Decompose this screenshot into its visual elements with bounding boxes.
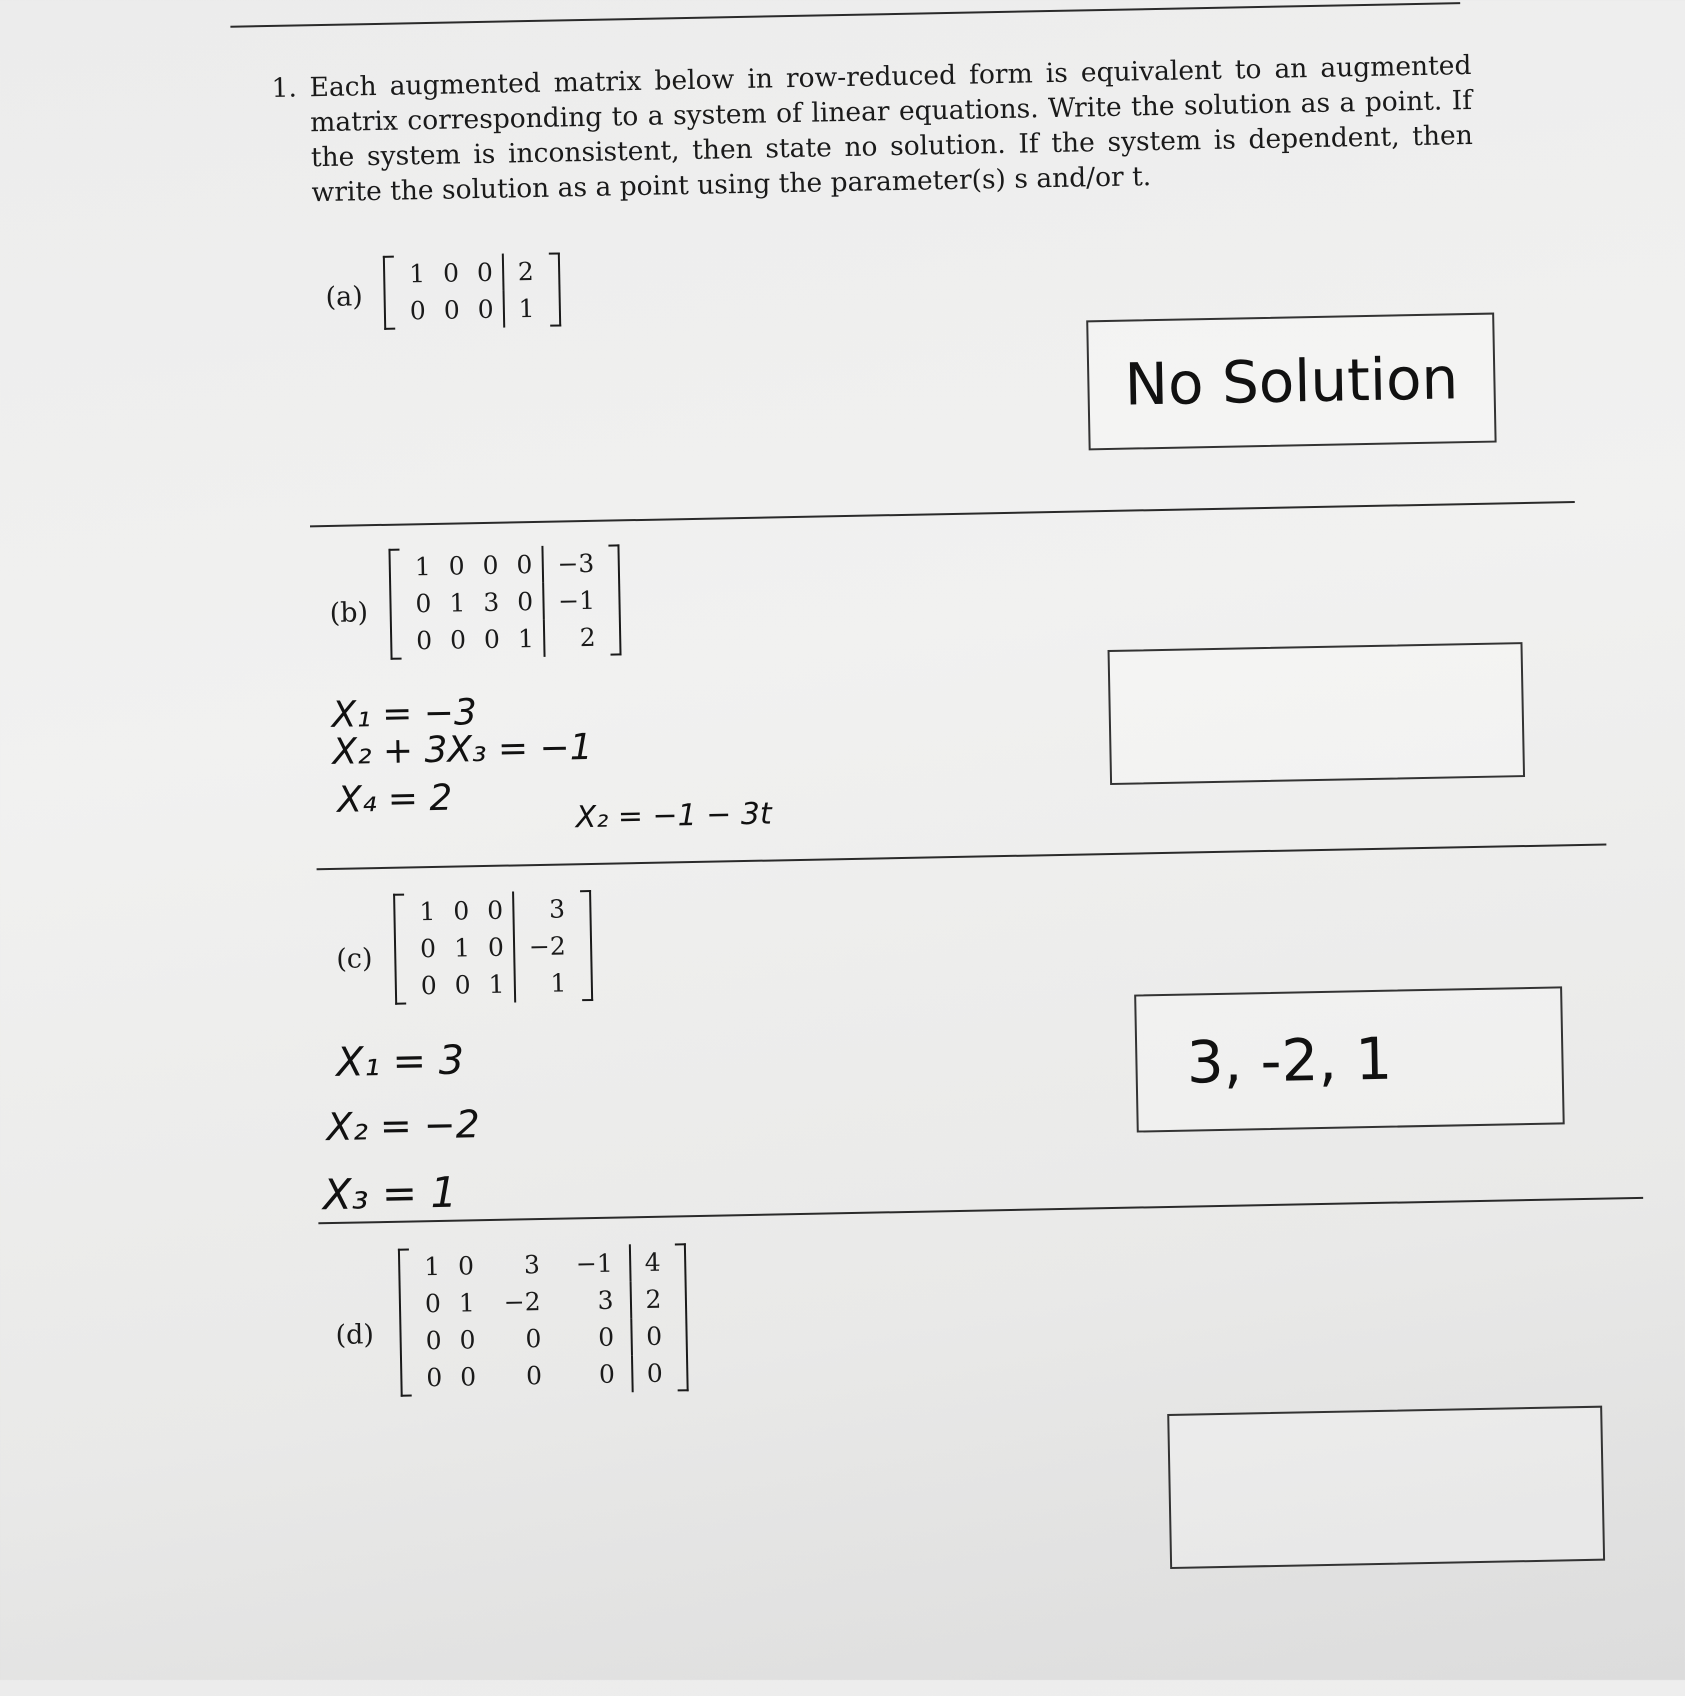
matrix-a-cell: 0	[442, 258, 460, 288]
matrix-a	[383, 252, 561, 329]
matrix-b-cell: 0	[415, 625, 433, 656]
matrix-b-cell: 0	[516, 550, 533, 580]
divider-rule	[310, 501, 1575, 527]
problem-prompt	[271, 48, 1473, 211]
part-a-label: (a)	[325, 281, 364, 313]
matrix-d-cell: 0	[425, 1325, 442, 1356]
matrix-b-cell: 1	[517, 624, 535, 654]
matrix-d-cell: 0	[598, 1359, 616, 1389]
matrix-c-cell: 3	[512, 890, 575, 928]
matrix-d-cell: 0	[525, 1361, 543, 1391]
matrix-b-cell: −1	[542, 582, 605, 620]
right-bracket	[580, 890, 593, 1001]
matrix-d-cell: 2	[629, 1281, 671, 1319]
matrix-b-cell: 3	[483, 587, 500, 618]
matrix-a-cell: 0	[476, 257, 494, 288]
matrix-d-cell: 0	[424, 1288, 442, 1319]
matrix-b-cell: 0	[449, 625, 467, 655]
divider-rule	[318, 1197, 1643, 1224]
matrix-b-cell: 1	[449, 588, 466, 618]
matrix-b-cell: 0	[483, 624, 501, 654]
matrix-d-cell: 4	[628, 1244, 670, 1282]
matrix-a-cell: 2	[502, 253, 544, 291]
handwritten-work-c: X₃ = 1	[322, 1167, 458, 1220]
matrix-a-cell: 0	[409, 296, 427, 326]
matrix-d-cell: 0	[457, 1251, 475, 1281]
matrix-b-cell: 0	[482, 550, 499, 581]
problem-text: Each augmented matrix below in row-reduced form is equivalent to an augmented matrix corresponding to a system of linear equations. Write the solution as a point. If the system is inconsistent, then state no solution. If the system is dependent, then write the solution as a point using the parameter(s) s and/or t.	[309, 49, 1474, 209]
matrix-c-cell: −2	[512, 927, 575, 965]
handwritten-work-b: X₁ = −3	[331, 692, 478, 736]
handwritten-work-b: X₂ + 3X₃ = −1	[331, 726, 593, 773]
matrix-d-cell: 0	[426, 1362, 443, 1393]
matrix-d-cell: 0	[597, 1322, 615, 1352]
answer-box-c[interactable]	[1134, 986, 1565, 1132]
answer-box-a[interactable]	[1086, 313, 1496, 451]
part-b-label: (b)	[329, 597, 369, 629]
matrix-d-cell: 0	[459, 1325, 476, 1355]
answer-c: 3, -2, 1	[1186, 1024, 1393, 1097]
matrix-c-cell: 0	[487, 932, 505, 962]
handwritten-work-b: X₄ = 2	[336, 777, 453, 821]
matrix-d-cell: −1	[575, 1248, 614, 1279]
matrix-b-cell: −3	[541, 545, 604, 583]
divider-rule	[317, 843, 1607, 870]
matrix-d-cell: 3	[523, 1250, 541, 1280]
matrix-d-cell: 0	[630, 1318, 672, 1356]
matrix-b-cell: 0	[448, 551, 465, 581]
matrix-b-cell: 0	[516, 587, 534, 617]
matrix-b-cell: 0	[415, 589, 432, 619]
matrix-b	[388, 544, 622, 659]
matrix-d-cell: 0	[459, 1362, 477, 1392]
matrix-d-cell: 0	[631, 1355, 673, 1393]
right-bracket	[675, 1243, 689, 1391]
matrix-d-cell: 1	[458, 1288, 476, 1318]
matrix-c-cell: 0	[419, 933, 437, 964]
answer-a: No Solution	[1123, 344, 1459, 419]
matrix-a-cell: 0	[477, 294, 494, 325]
matrix-c-cell: 0	[454, 970, 471, 1000]
problem-number: 1.	[271, 72, 298, 104]
matrix-c-cell: 0	[453, 896, 470, 926]
matrix-c-cell: 1	[419, 896, 436, 927]
matrix-d-cell: 1	[423, 1251, 441, 1282]
matrix-a-cell: 1	[408, 259, 426, 289]
matrix-c-cell: 1	[453, 933, 471, 963]
matrix-d-cell: −2	[503, 1287, 541, 1317]
matrix-d-cell: 3	[597, 1285, 614, 1315]
matrix-c-cell: 0	[420, 970, 438, 1001]
matrix-a-cell: 1	[502, 290, 544, 328]
matrix-b-cell: 1	[414, 552, 431, 582]
handwritten-side-work-b: X₂ = −1 − 3t	[575, 796, 773, 836]
matrix-c-cell: 1	[488, 969, 505, 999]
part-c-label: (c)	[336, 943, 373, 975]
matrix-d-cell: 0	[525, 1324, 542, 1354]
matrix-c	[393, 890, 593, 1005]
right-bracket	[548, 252, 560, 326]
handwritten-work-c: X₁ = 3	[335, 1037, 465, 1086]
matrix-c-cell: 1	[513, 964, 576, 1002]
matrix-c-cell: 0	[486, 895, 504, 925]
answer-box-b[interactable]	[1108, 642, 1526, 785]
part-d-label: (d)	[335, 1319, 375, 1351]
handwritten-work-c: X₂ = −2	[326, 1102, 481, 1150]
matrix-d	[398, 1243, 689, 1397]
answer-box-d[interactable]	[1167, 1406, 1605, 1569]
matrix-b-cell: 2	[542, 619, 605, 657]
right-bracket	[609, 544, 622, 655]
top-rule	[230, 2, 1460, 28]
matrix-a-cell: 0	[443, 295, 460, 325]
